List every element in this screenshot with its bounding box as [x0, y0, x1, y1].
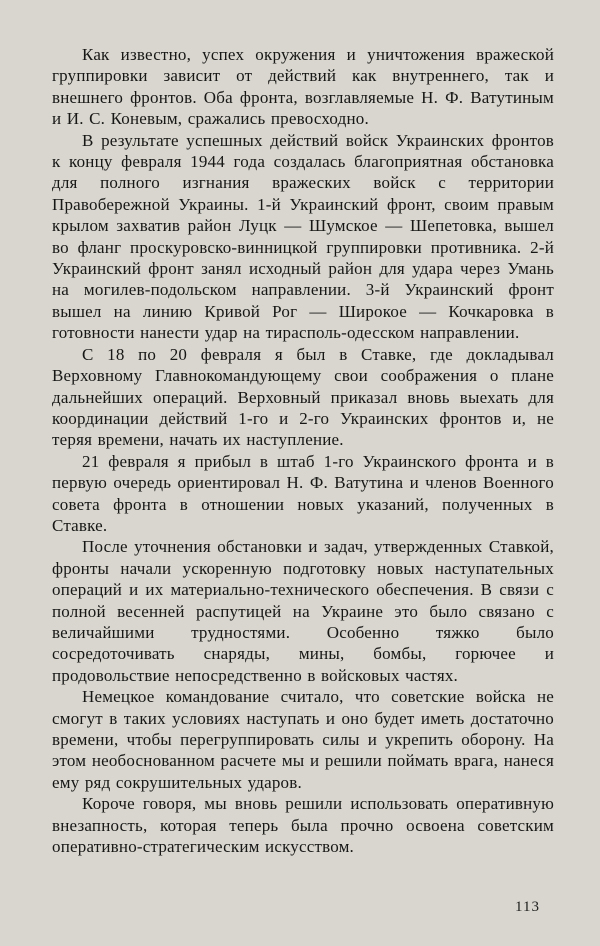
paragraph: 21 февраля я прибыл в штаб 1-го Украинского фронта и в первую очередь ориентировал Н. Ф. Ватутина и членов Военного совета фронта в отношении новых указаний, полученных в Ставке.: [52, 451, 554, 535]
paragraph: Короче говоря, мы вновь решили использовать оперативную внезапность, которая теперь была прочно освоена советским оперативно-стратегическим искусством.: [52, 794, 554, 857]
paragraph: После уточнения обстановки и задач, утвержденных Ставкой, фронты начали ускоренную подготовку новых наступательных операций и их материально-технического обеспечения. В связи с полной весенней распутицей на Украине это было связано с величайшими трудностями. Особенно тяжко было сосредоточивать снаряды, мины, бомбы, горючее и продовольствие непосредственно в войсковых частях.: [52, 537, 554, 685]
page-number: 113: [515, 899, 540, 915]
paragraph: В результате успешных действий войск Украинских фронтов к концу февраля 1944 года создалась благоприятная обстановка для полного изгнания вражеских войск с территории Правобережной Украины. 1-й Украинский фронт, своим правым крылом захватив район Луцк — Шумское — Шепетовка, вышел во фланг проскуровско-винницкой группировки противника. 2-й Украинский фронт занял исходный район для удара через Умань на могилев-подольском направлении. 3-й Украинский фронт вышел на линию Кривой Рог — Широкое — Кочкаровка в готовности нанести удар на тирасполь-одесском направлении.: [52, 130, 554, 343]
paragraph: Как известно, успех окружения и уничтожения вражеской группировки зависит от действий как внутреннего, так и внешнего фронтов. Оба фронта, возглавляемые Н. Ф. Ватутиным и И. С. Коневым, сражались превосходно.: [52, 45, 554, 129]
paragraph: Немецкое командование считало, что советские войска не смогут в таких условиях наступать и оно будет иметь достаточно времени, чтобы перегруппировать силы и укрепить оборону. На этом необоснованном расчете мы и решили поймать врага, нанеся ему ряд сокрушительных ударов.: [52, 687, 554, 792]
paragraph: С 18 по 20 февраля я был в Ставке, где докладывал Верховному Главнокомандующему свои соображения о плане дальнейших операций. Верховный приказал вновь выехать для координации действий 1-го и 2-го Украинских фронтов и, не теряя времени, начать их наступление.: [52, 344, 554, 450]
body-text: [52, 44, 554, 857]
